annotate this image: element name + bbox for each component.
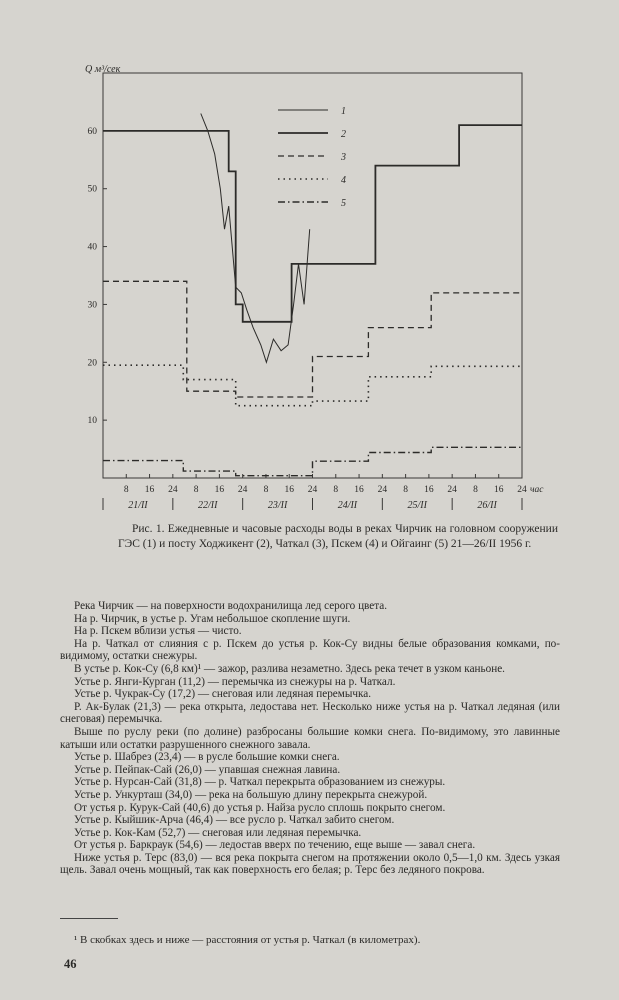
x-tick-label: 16: [424, 485, 434, 495]
x-tick-label: 8: [263, 485, 269, 495]
y-tick-label: 60: [87, 126, 97, 137]
paragraph: Устье р. Янги-Курган (11,2) — перемычка из снежуры на р. Чаткал.: [74, 675, 396, 688]
day-label: 25/II: [407, 500, 427, 511]
footnote-rule: [60, 918, 118, 919]
paragraph: На р. Чирчик, в устье р. Угам небольшое скопление шуги.: [74, 612, 351, 625]
paragraph: Ниже устья р. Терс (83,0) — вся река покрыта снегом на протяжении около 0,5—1,0 км. Здесь узкая щель. Завал очень мощный, так как поверхность его белая; р. Терс без ледяного покрова.: [60, 851, 560, 877]
paragraph: Устье р. Шабрез (23,4) — в русле большие комки снега.: [74, 751, 340, 764]
day-label: 22/II: [198, 500, 218, 511]
x-tick-label: 24: [237, 485, 248, 495]
footnote: ¹ В скобках здесь и ниже — расстояния от устья р. Чаткал (в километрах).: [74, 934, 421, 946]
x-tick-label: 24: [447, 485, 457, 495]
y-tick-label: 20: [87, 358, 97, 369]
day-label: 26/II: [477, 500, 497, 511]
series-lines: [103, 114, 522, 476]
figure-caption: Рис. 1. Ежедневные и часовые расходы воды в реках Чирчик на головном сооружении ГЭС (1) и посту Ходжикент (2), Чаткал (3), Пскем (4) и Ойгаинг (5) 21—26/II 1956 г.: [118, 523, 558, 550]
y-tick-label: 50: [87, 184, 97, 195]
paragraph: Устье р. Ункурташ (34,0) — река на большую длину перекрыта снежурой.: [74, 788, 428, 801]
x-tick-label: 24: [168, 485, 178, 495]
y-tick-label: 30: [87, 300, 97, 311]
paragraph: На р. Чаткал от слияния с р. Пскем до устья р. Кок-Су видны белые образования комками, по-видимому, остатки снежуры.: [60, 637, 560, 663]
x-tick-label: 8: [193, 485, 199, 495]
x-unit-label: час: [530, 485, 544, 495]
paragraph: В устье р. Кок-Су (6,8 км)¹ — зажор, разлива незаметно. Здесь река течет в узком каньоне.: [74, 662, 505, 675]
x-tick-label: 8: [333, 485, 339, 495]
legend: [278, 106, 346, 209]
paragraph: Устье р. Кыйшик-Арча (46,4) — все русло р. Чаткал забито снегом.: [74, 814, 395, 827]
x-ticks: [124, 474, 544, 495]
legend-label-4: 4: [341, 175, 346, 186]
y-axis-label: Q м³/сек: [85, 64, 121, 75]
page-number: 46: [64, 957, 77, 971]
series-line-3: [103, 281, 522, 397]
x-tick-label: 24: [517, 485, 527, 495]
legend-label-3: 3: [341, 152, 346, 163]
day-label: 24/II: [337, 500, 358, 511]
day-label: 23/II: [267, 500, 288, 511]
x-tick-label: 8: [403, 485, 408, 495]
legend-label-2: 2: [341, 129, 346, 140]
paragraph: От устья р. Баркраук (54,6) — ледостав вверх по течению, еще выше — завал снега.: [74, 839, 476, 852]
x-tick-label: 16: [284, 485, 294, 495]
paragraph: Река Чирчик — на поверхности водохранилища лед серого цвета.: [74, 600, 388, 612]
body-text: [60, 600, 560, 877]
paragraph: Устье р. Пейпак-Сай (26,0) — упавшая снежная лавина.: [74, 763, 341, 776]
y-ticks: [88, 127, 108, 426]
x-tick-label: 16: [354, 485, 364, 495]
day-label: 21/II: [128, 500, 148, 511]
paragraph: Устье р. Чукрак-Су (17,2) — снеговая или ледяная перемычка.: [74, 688, 372, 701]
legend-label-5: 5: [341, 198, 346, 209]
day-labels: [103, 498, 522, 511]
paragraph: Устье р. Нурсан-Сай (31,8) — р. Чаткал перекрыта образованием из снежуры.: [74, 776, 446, 789]
x-tick-label: 16: [144, 485, 155, 495]
x-tick-label: 8: [123, 485, 129, 495]
x-tick-label: 16: [214, 485, 225, 495]
y-tick-label: 40: [87, 242, 97, 253]
x-tick-label: 8: [473, 485, 478, 495]
paragraph: От устья р. Курук-Сай (40,6) до устья р. Найза русло сплошь покрыто снегом.: [74, 801, 446, 814]
paragraph: Устье р. Кок-Кам (52,7) — снеговая или ледяная перемычка.: [74, 826, 362, 839]
paragraph: На р. Пскем вблизи устья — чисто.: [74, 625, 242, 638]
x-tick-label: 24: [307, 485, 318, 495]
y-tick-label: 10: [87, 416, 97, 427]
x-tick-label: 16: [493, 485, 504, 495]
paragraph: Р. Ак-Булак (21,3) — река открыта, ледостава нет. Несколько ниже устья на р. Чаткал ледяная (или снеговая) перемычка.: [60, 700, 560, 726]
paragraph: Выше по руслу реки (по долине) разбросаны большие комки снега. По-видимому, это лавинные катыши или остатки разрушенного снежного завала.: [60, 725, 560, 751]
series-line-5: [103, 447, 522, 475]
x-tick-label: 24: [377, 485, 388, 495]
series-line-1: [201, 114, 310, 363]
legend-label-1: 1: [341, 106, 346, 117]
